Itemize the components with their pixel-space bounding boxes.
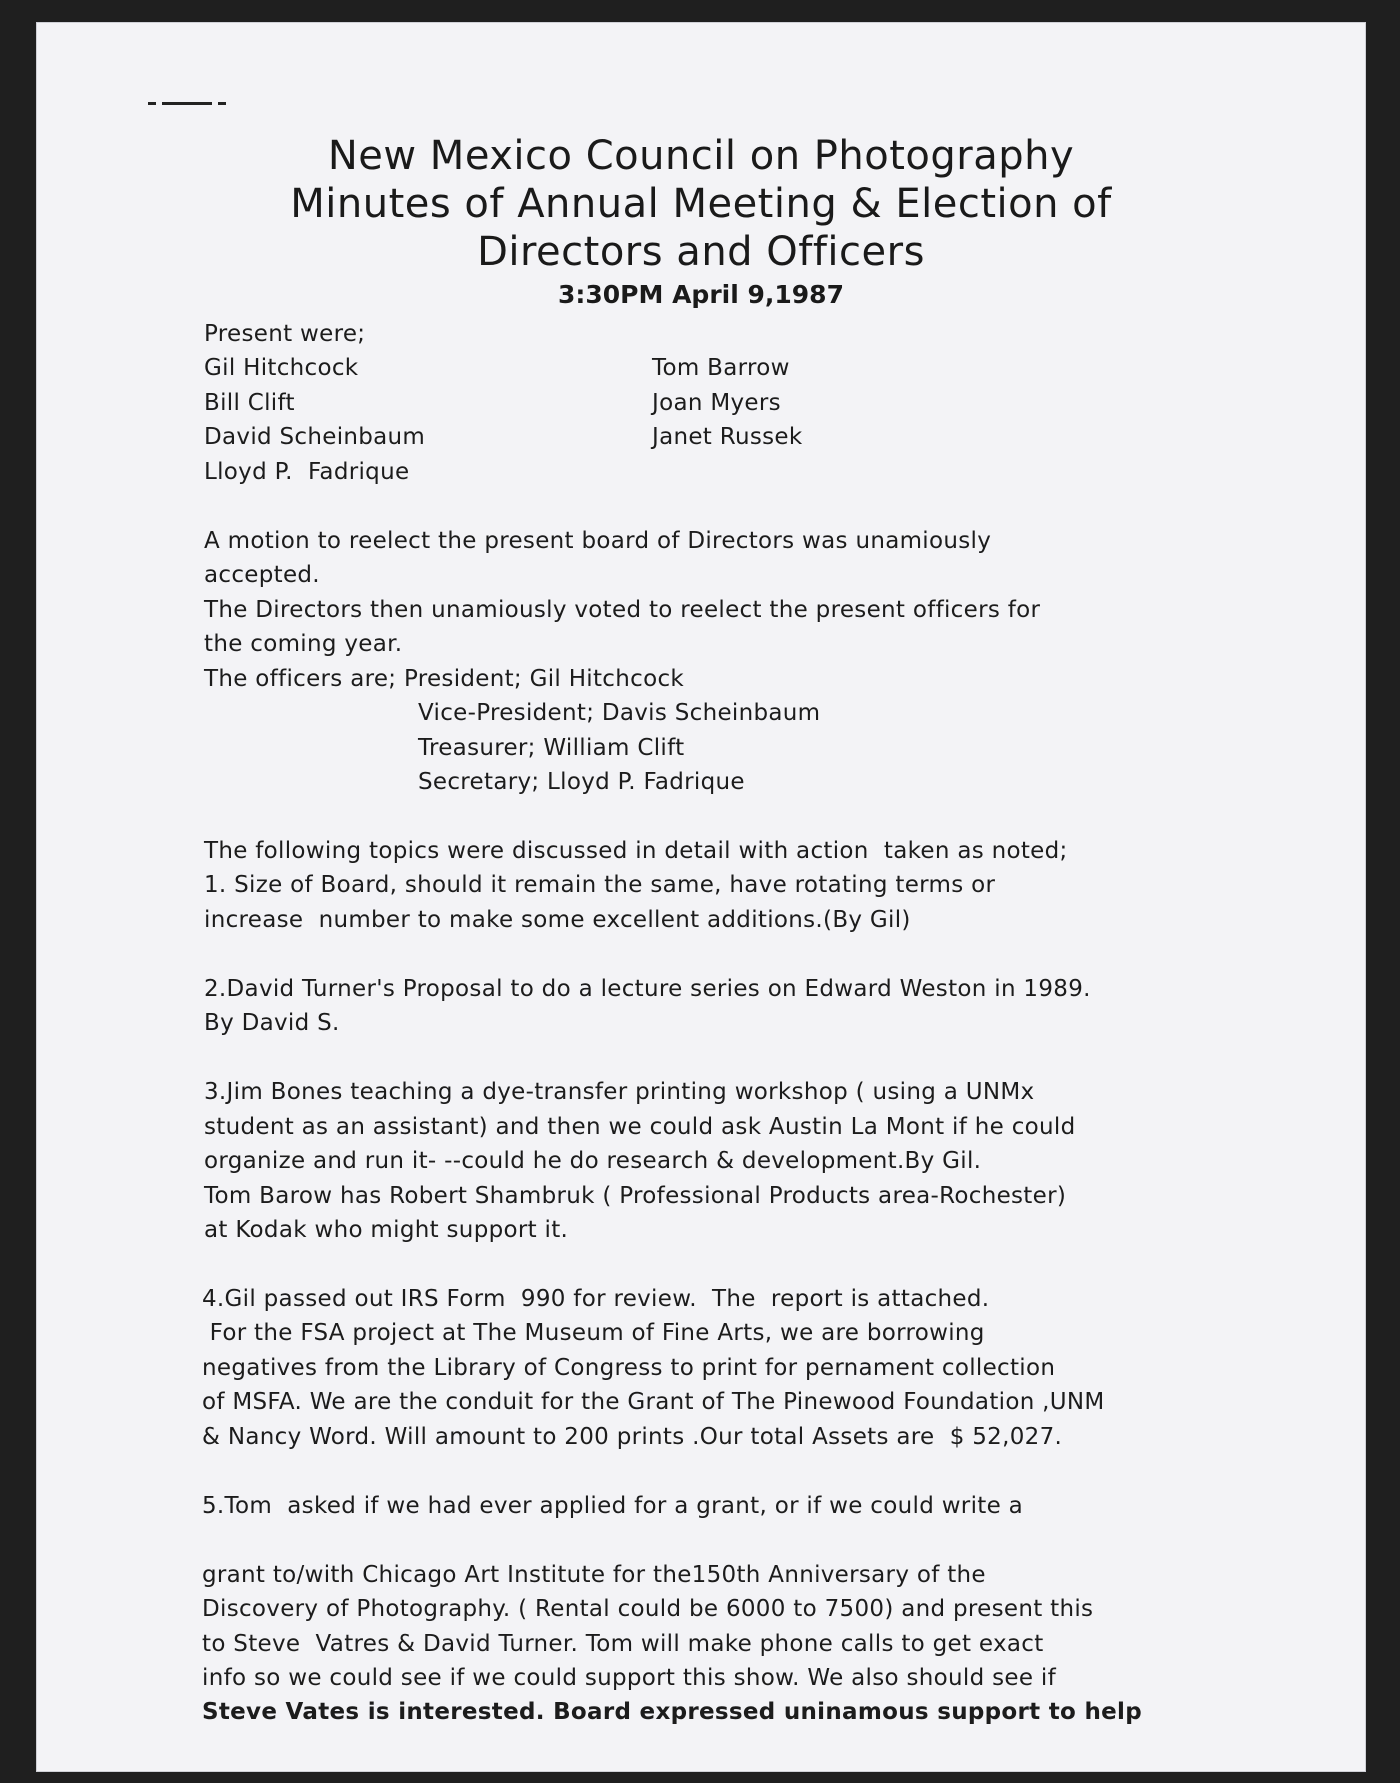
topic-5-text: grant to/with Chicago Art Institute for the150th Anniversary of the — [202, 1562, 986, 1588]
title-line-3: Directors and Officers — [477, 229, 925, 275]
topic-3-text: Tom Barow has Robert Shambruk ( Professional Products area-Rochester) — [204, 1183, 1067, 1209]
meeting-datetime: 3:30PM April 9,1987 — [558, 280, 844, 309]
topic-5-text: 5.Tom asked if we had ever applied for a grant, or if we could write a — [202, 1493, 1024, 1519]
topic-4-text: of MSFA. We are the conduit for the Grant of The Pinewood Foundation ,UNM — [202, 1389, 1105, 1415]
topic-1-text: 1. Size of Board, should it remain the same, have rotating terms or — [204, 872, 996, 898]
election-text: The Directors then unamiously voted to reelect the present officers for — [204, 597, 1041, 623]
topic-4-text: & Nancy Word. Will amount to 200 prints .Our total Assets are $ 52,027. — [202, 1424, 1063, 1450]
topic-2-text: 2.David Turner's Proposal to do a lecture series on Edward Weston in 1989. — [204, 976, 1091, 1002]
document-header — [36, 132, 1366, 312]
topic-5-text: to Steve Vatres & David Turner. Tom will make phone calls to get exact — [202, 1631, 1044, 1657]
attendee: David Scheinbaum — [204, 424, 426, 450]
topic-1-text: increase number to make some excellent additions.(By Gil) — [204, 907, 911, 933]
topic-3-text: at Kodak who might support it. — [204, 1217, 569, 1243]
attendee: Tom Barrow — [652, 355, 790, 381]
topic-4-text: negatives from the Library of Congress to print for pernament collection — [202, 1355, 1056, 1381]
attendance-heading: Present were; — [204, 321, 366, 347]
topic-3-text: organize and run it- --could he do research & development.By Gil. — [204, 1148, 982, 1174]
attendee: Lloyd P. Fadrique — [204, 459, 410, 485]
document-page — [36, 22, 1366, 1772]
title-line-2: Minutes of Annual Meeting & Election of — [290, 181, 1112, 227]
topic-5-text: info so we could see if we could support this show. We also should see if — [202, 1665, 1056, 1691]
attendee: Janet Russek — [652, 424, 803, 450]
topics-intro: The following topics were discussed in detail with action taken as noted; — [204, 838, 1068, 864]
election-text: The officers are; President; Gil Hitchcock — [204, 666, 685, 692]
title-line-1: New Mexico Council on Photography — [327, 133, 1075, 179]
officer-line: Treasurer; William Clift — [418, 735, 685, 761]
corner-mark — [148, 102, 228, 106]
topic-4-text: For the FSA project at The Museum of Fine Arts, we are borrowing — [202, 1320, 985, 1346]
election-text: A motion to reelect the present board of Directors was unamiously — [204, 528, 992, 554]
election-text: the coming year. — [204, 631, 403, 657]
topic-3-text: 3.Jim Bones teaching a dye-transfer printing workshop ( using a UNMx — [204, 1079, 1035, 1105]
topic-5-text: Steve Vates is interested. Board expressed uninamous support to help — [202, 1699, 1142, 1725]
attendee: Bill Clift — [204, 390, 295, 416]
topic-3-text: student as an assistant) and then we could ask Austin La Mont if he could — [204, 1114, 1076, 1140]
officer-line: Vice-President; Davis Scheinbaum — [418, 700, 821, 726]
attendee: Joan Myers — [652, 390, 781, 416]
topic-5-text: Discovery of Photography. ( Rental could be 6000 to 7500) and present this — [202, 1596, 1094, 1622]
topic-4-text: 4.Gil passed out IRS Form 990 for review. The report is attached. — [202, 1286, 990, 1312]
topic-2-text: By David S. — [204, 1010, 340, 1036]
officer-line: Secretary; Lloyd P. Fadrique — [418, 769, 745, 795]
attendee: Gil Hitchcock — [204, 355, 359, 381]
election-text: accepted. — [204, 562, 320, 588]
